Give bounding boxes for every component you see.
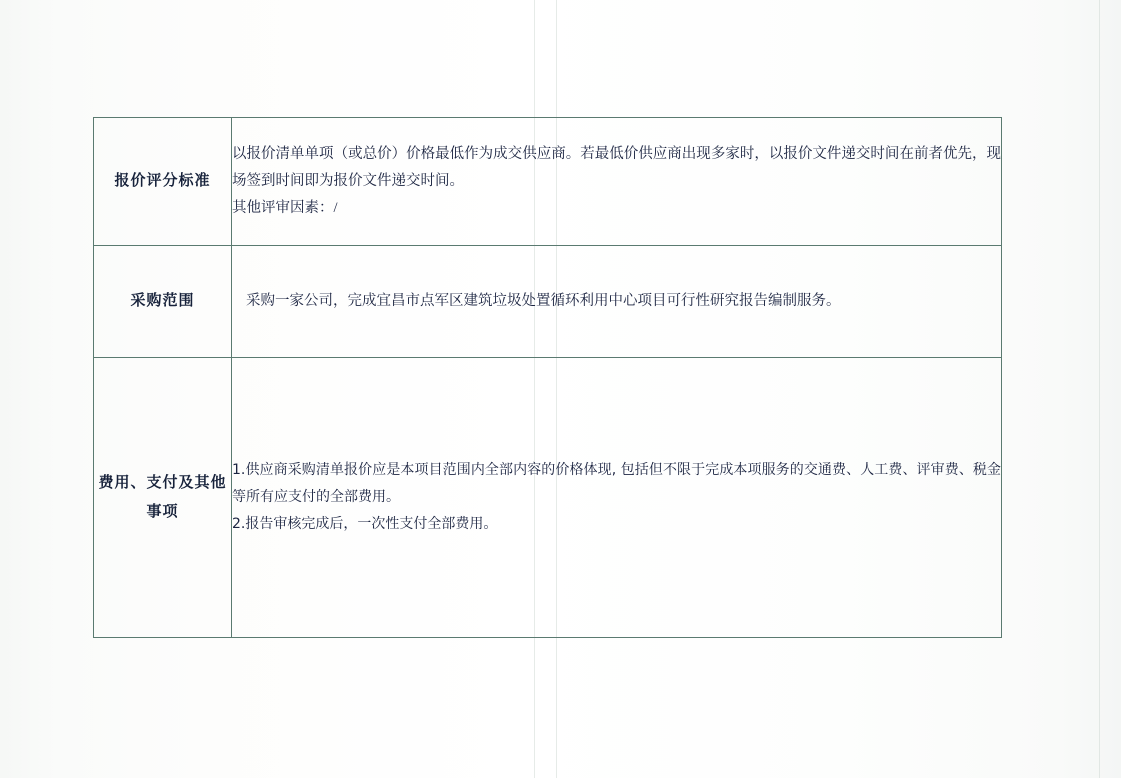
row-content-fees-payment-other [232,358,1002,638]
scan-edge-line [1099,0,1100,778]
row-content-scoring-criteria [232,118,1002,246]
paragraph: 2.报告审核完成后，一次性支付全部费用。 [232,516,498,533]
paragraph: 其他评审因素：/ [232,199,338,216]
requirements-table [93,117,1002,638]
paragraph: 以报价清单单项（或总价）价格最低作为成交供应商。若最低价供应商出现多家时，以报价文件递交时间在前者优先，现场签到时间即为报价文件递交时间。 [232,146,1001,190]
paragraph: 1.供应商采购清单报价应是本项目范围内全部内容的价格体现, 包括但不限于完成本项服务的交通费、人工费、评审费、税金等所有应支付的全部费用。 [232,461,1001,505]
row-label-fees-payment-other: 费用、支付及其他事项 [94,358,232,638]
paragraph: 采购一家公司，完成宜昌市点军区建筑垃圾处置循环利用中心项目可行性研究报告编制服务。 [246,293,841,310]
row-label-procurement-scope: 采购范围 [94,246,232,358]
table-row [94,358,1002,638]
row-content-procurement-scope [232,246,1002,358]
row-label-scoring-criteria: 报价评分标准 [94,118,232,246]
table-row [94,246,1002,358]
table-row [94,118,1002,246]
